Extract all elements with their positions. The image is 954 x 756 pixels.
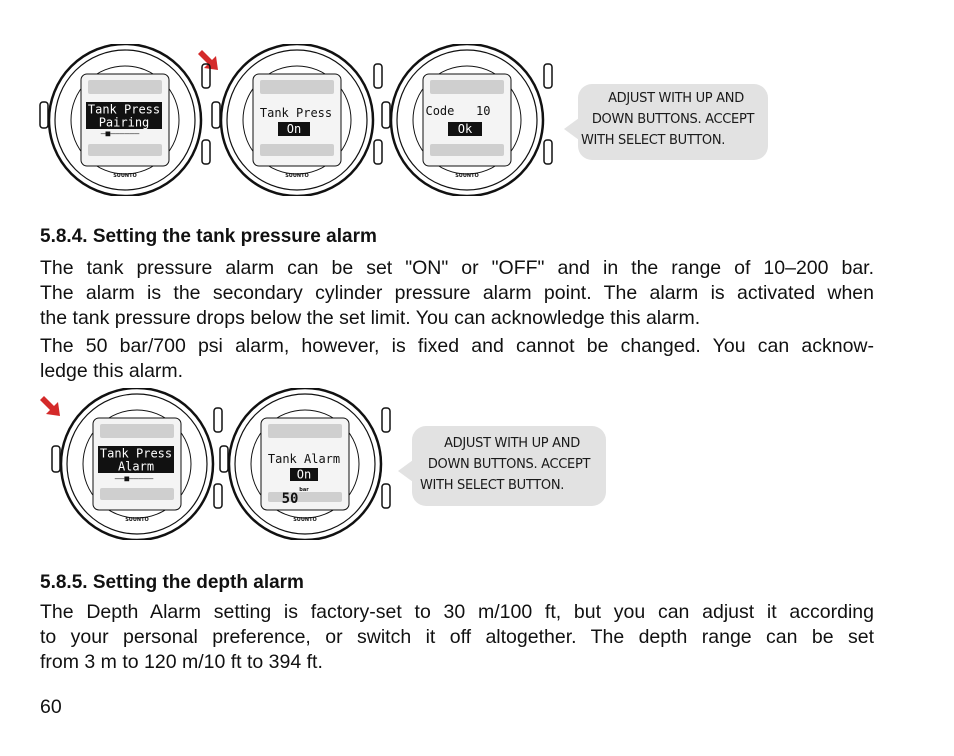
watch-1-progress: —■—————— bbox=[100, 129, 140, 138]
watch-1-line1: Tank Press bbox=[87, 102, 161, 117]
watch-5-unit: bar bbox=[299, 487, 309, 493]
watch-1-brand: SUUNTO bbox=[113, 173, 137, 179]
paragraph-line: ledge this alarm. bbox=[40, 360, 184, 382]
dive-computer-watch-5 bbox=[218, 388, 392, 540]
watch-4-line1: Tank Press bbox=[99, 446, 173, 461]
callout-tail-1 bbox=[564, 118, 579, 140]
page-number: 60 bbox=[40, 696, 62, 718]
callout-2-line-3: WITH SELECT BUTTON. bbox=[420, 478, 565, 493]
watch-2-brand: SUUNTO bbox=[285, 173, 309, 179]
paragraph-line: The tank pressure alarm can be set "ON" or "OFF" and in the range of 10–200 bar. bbox=[40, 257, 874, 279]
watch-3-line1: Code 10 bbox=[425, 104, 491, 118]
section-heading-5-8-4: 5.8.4. Setting the tank pressure alarm bbox=[40, 226, 377, 247]
callout-tail-2 bbox=[398, 460, 413, 482]
paragraph-tank-alarm-2 bbox=[40, 334, 874, 384]
paragraph-line: from 3 m to 120 m/10 ft to 394 ft. bbox=[40, 651, 323, 673]
callout-bubble-1 bbox=[578, 84, 768, 160]
watch-1-line2: Pairing bbox=[98, 115, 150, 130]
dive-computer-watch-1 bbox=[38, 44, 212, 196]
callout-1-line-1: ADJUST WITH UP AND bbox=[608, 91, 744, 106]
callout-1-line-2: DOWN BUTTONS. ACCEPT bbox=[591, 112, 755, 127]
watch-4-brand: SUUNTO bbox=[125, 517, 149, 523]
watch-2-line2: On bbox=[286, 122, 302, 136]
watch-2-line1: Tank Press bbox=[259, 106, 333, 120]
paragraph-line: The Depth Alarm setting is factory-set to 30 m/100 ft, but you can adjust it according bbox=[40, 601, 874, 623]
paragraph-line: The 50 bar/700 psi alarm, however, is fixed and cannot be changed. You can acknow- bbox=[40, 335, 874, 357]
callout-2-line-1: ADJUST WITH UP AND bbox=[444, 436, 580, 451]
paragraph-depth-alarm bbox=[40, 600, 874, 675]
dive-computer-watch-4 bbox=[50, 388, 224, 540]
dive-computer-watch-3 bbox=[380, 44, 554, 196]
section-heading-5-8-5: 5.8.5. Setting the depth alarm bbox=[40, 572, 304, 593]
watch-4-line2: Alarm bbox=[117, 459, 155, 474]
watch-5-value: 50 bbox=[281, 491, 299, 507]
paragraph-line: to your personal preference, or switch it off altogether. The depth range can be set bbox=[40, 626, 874, 648]
callout-bubble-2 bbox=[412, 426, 606, 506]
watch-3-line2: Ok bbox=[457, 122, 473, 136]
watch-4-progress: ——■————— bbox=[114, 474, 154, 483]
paragraph-line: The alarm is the secondary cylinder pressure alarm point. The alarm is activated when bbox=[40, 282, 874, 304]
callout-2-line-2: DOWN BUTTONS. ACCEPT bbox=[427, 457, 591, 472]
watch-3-brand: SUUNTO bbox=[455, 173, 479, 179]
watch-5-line1: Tank Alarm bbox=[267, 452, 341, 466]
dive-computer-watch-2 bbox=[210, 44, 384, 196]
watch-5-brand: SUUNTO bbox=[293, 517, 317, 523]
paragraph-line: the tank pressure drops below the set limit. You can acknowledge this alarm. bbox=[40, 307, 701, 329]
watch-5-line2: On bbox=[296, 467, 312, 482]
callout-1-line-3: WITH SELECT BUTTON. bbox=[581, 133, 726, 148]
paragraph-tank-alarm-1 bbox=[40, 256, 874, 331]
